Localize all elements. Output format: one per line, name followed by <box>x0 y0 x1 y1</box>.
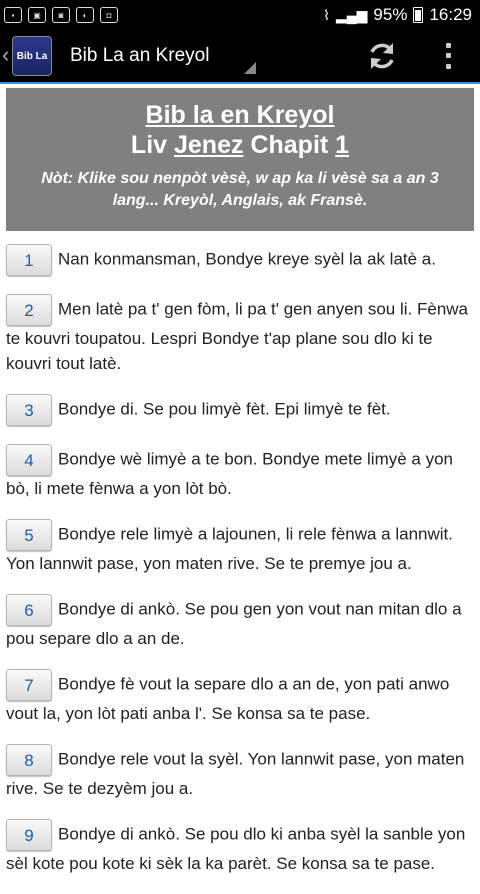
refresh-icon[interactable] <box>364 38 400 74</box>
verse-item[interactable] <box>6 819 474 876</box>
verse-text[interactable]: Bondye di ankò. Se pou gen yon vout nan mitan dlo a pou separe dlo a an de. <box>6 599 462 648</box>
action-bar <box>0 30 480 84</box>
verse-number-button[interactable]: 7 <box>6 669 52 701</box>
verse-number-button[interactable]: 8 <box>6 744 52 776</box>
verse-item[interactable] <box>6 594 474 651</box>
verse-item[interactable] <box>6 244 474 276</box>
signal-icon: ▂▄▆ <box>335 6 368 23</box>
battery-percent: 95% <box>373 5 408 24</box>
verse-item[interactable] <box>6 294 474 376</box>
status-right <box>323 5 472 25</box>
status-bar <box>0 0 480 30</box>
notification-icon: ◐ <box>76 7 94 23</box>
verse-item[interactable] <box>6 394 474 426</box>
verse-number-button[interactable]: 4 <box>6 444 52 476</box>
verse-text[interactable]: Bondye di. Se pou limyè fèt. Epi limyè te fèt. <box>58 399 391 419</box>
chapter-header <box>6 88 474 231</box>
chevron-left-icon[interactable]: ‹ <box>2 42 10 67</box>
verse-number-button[interactable]: 2 <box>6 294 52 326</box>
clock: 16:29 <box>429 5 472 24</box>
verse-number-button[interactable]: 6 <box>6 594 52 626</box>
chapter-label: Chapit <box>250 131 329 159</box>
wifi-icon: ⌇ <box>323 6 330 23</box>
dropdown-indicator-icon[interactable] <box>244 62 256 74</box>
book-link[interactable]: Jenez <box>174 131 244 159</box>
verse-item[interactable] <box>6 519 474 576</box>
bible-title[interactable]: Bib la en Kreyol <box>145 101 335 129</box>
verse-list <box>6 244 474 894</box>
verse-item[interactable] <box>6 744 474 801</box>
verse-item[interactable] <box>6 669 474 726</box>
app-logo[interactable] <box>12 36 52 76</box>
app-title[interactable]: Bib La an Kreyol <box>70 45 210 66</box>
notification-icon: ◘ <box>100 7 118 23</box>
verse-number-button[interactable]: 9 <box>6 819 52 851</box>
verse-number-button[interactable]: 3 <box>6 394 52 426</box>
verse-text[interactable]: Nan konmansman, Bondye kreye syèl la ak latè a. <box>58 249 436 269</box>
verse-text[interactable]: Bondye di ankò. Se pou dlo ki anba syèl la sanble yon sèl kote pou kote ki sèk la ka parèt. Se konsa sa te pase. <box>6 824 466 873</box>
book-prefix: Liv <box>130 131 168 159</box>
app-logo-text: Bib La <box>16 50 48 62</box>
verse-item[interactable] <box>6 444 474 501</box>
overflow-menu-icon[interactable] <box>436 40 460 72</box>
notification-icon: ◙ <box>52 7 70 23</box>
verse-text[interactable]: Bondye fè vout la separe dlo a an de, yon pati anwo vout la, yon lòt pati anba l'. Se konsa sa te pase. <box>6 674 450 723</box>
notification-icon: ▣ <box>28 7 46 23</box>
verse-text[interactable]: Bondye wè limyè a te bon. Bondye mete limyè a yon bò, li mete fènwa a yon lòt bò. <box>6 449 453 498</box>
chapter-link[interactable]: 1 <box>335 131 350 159</box>
verse-number-button[interactable]: 5 <box>6 519 52 551</box>
notification-icon: ▪ <box>4 7 22 23</box>
verse-number-button[interactable]: 1 <box>6 244 52 276</box>
book-chapter-line <box>6 130 474 160</box>
verse-text[interactable]: Bondye rele limyè a lajounen, li rele fènwa a lannwit. Yon lannwit pase, yon maten rive. Se te premye jou a. <box>6 524 454 573</box>
verse-text[interactable]: Men latè pa t' gen fòm, li pa t' gen anyen sou li. Fènwa te kouvri toupatou. Lespri Bondye t'ap plane sou dlo ki te kouvri tout latè. <box>6 299 469 373</box>
notification-icons <box>4 6 118 24</box>
battery-icon <box>413 7 423 23</box>
instruction-note: Nòt: Klike sou nenpòt vèsè, w ap ka li vèsè sa a an 3 lang... Kreyòl, Anglais, ak Fransè. <box>41 170 439 209</box>
verse-text[interactable]: Bondye rele vout la syèl. Yon lannwit pase, yon maten rive. Se te dezyèm jou a. <box>6 749 465 798</box>
